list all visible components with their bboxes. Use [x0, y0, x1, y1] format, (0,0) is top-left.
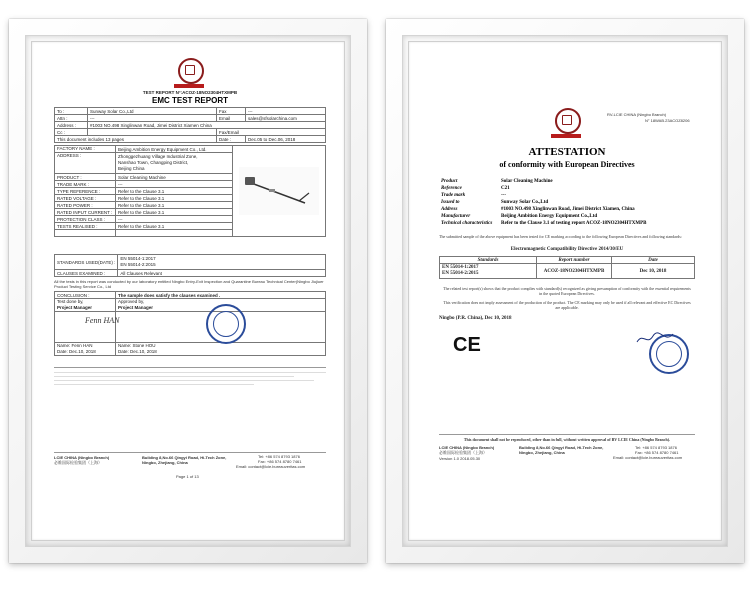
attestation-subtitle: of conformity with European Directives — [499, 160, 635, 169]
product-table — [54, 145, 326, 237]
solar-cleaning-machine-photo — [239, 167, 319, 215]
field-value: Refer to the Clause 3.1 — [116, 195, 233, 202]
lcie-bar — [551, 134, 581, 138]
ce-mark: CE — [453, 334, 481, 356]
doc-row — [55, 136, 326, 143]
detail-label: Manufacturer — [441, 214, 471, 219]
right-certificate-frame — [386, 19, 744, 563]
conclusion-row — [55, 292, 326, 299]
page-number: Page 1 of 13 — [176, 474, 199, 479]
field-label: TESTS REALISED : — [55, 223, 116, 230]
test-done-label: Test done by, — [57, 299, 84, 304]
bureau-veritas-logo — [178, 58, 204, 84]
report-number: TEST REPORT N°:ACOZ-18NO2304HTXMPB — [142, 90, 238, 95]
detail-value: Beijing Ambition Energy Equipment Co.,Ltd — [501, 214, 598, 219]
conclusion-table — [54, 291, 326, 356]
clauses-row — [55, 270, 326, 277]
detail-value: Refer to the Clause 3.1 of testing report ACOZ-18NO2304HTXMPB — [501, 221, 647, 226]
detail-value: Sunway Solar Co.,Ltd — [501, 200, 549, 205]
clauses-label: CLAUSES EXAMINED : — [55, 270, 118, 277]
field-label: PROTECTION CLASS : — [55, 216, 116, 223]
footer-address: Building 8,No.66 Qingyi Road, Hi-Tech Zone, Ningbo, Zhejiang, China — [519, 445, 604, 455]
detail-row — [439, 213, 649, 220]
name-1: Name: Fenn HAN — [57, 343, 93, 348]
detail-row — [439, 192, 649, 199]
lab-note: All the tests in this report was conducted by our laboratory entitled Ningbo Entry-Exit Inspection and Quarantine Bureau Technical Center(Ningbo Jiujiuer Product Testing Service Co., Ltd — [54, 279, 324, 289]
footer-divider — [54, 452, 326, 453]
email-value: sales@sfsolarchina.com — [246, 115, 326, 122]
names-row — [55, 343, 326, 356]
footer-note: This document shall not be reproduced, other than in full, without written approval of BV LCIE China (Ningbo Branch). — [463, 437, 671, 442]
detail-label: Issued to — [441, 200, 460, 205]
detail-row — [439, 199, 649, 206]
detail-row — [439, 178, 649, 185]
detail-value: #1003 NO.498 Xinglinwan Road, Jimei District Xiamen, China — [501, 207, 635, 212]
report-number-cell: ACOZ-18NO2304HTXMPB — [537, 264, 612, 279]
name-2: Name: Stone HOU — [118, 343, 156, 348]
cc-value: Fax/Email — [217, 129, 326, 136]
test-done-role: Project Manager — [57, 305, 93, 310]
report-header: Report number — [537, 257, 612, 264]
footer-company: LCIE CHINA (Ningbo Branch) — [54, 455, 110, 460]
to-value: Sunway Solar Co.,Ltd — [88, 108, 217, 115]
standards-body — [440, 264, 695, 279]
attn-row — [55, 115, 326, 122]
fax-label: Fax — [217, 108, 246, 115]
field-label: RATED INPUT CURRENT : — [55, 209, 116, 216]
signatories-row — [55, 299, 326, 312]
factory-value: Beijing Ambition Energy Equipment Co., Ltd. — [116, 146, 233, 153]
directive: Electromagnetic Compatibility Directive 2014/30/EU — [510, 247, 624, 252]
product-address-label: ADDRESS : — [55, 153, 116, 174]
clauses-value: All Clauses Relevant — [118, 270, 326, 277]
detail-value: Solar Cleaning Machine — [501, 179, 553, 184]
detail-value: C21 — [501, 186, 510, 191]
std-header: Standards — [440, 257, 537, 264]
address-label: Address : — [55, 122, 88, 129]
footer-tel: Tel: +86 574 8793 1876 — [258, 454, 300, 459]
attn-label: Attn : — [55, 115, 88, 122]
footer-fax: Fax: +86 574 8780 7461 — [635, 450, 679, 455]
signature-row — [55, 312, 326, 343]
detail-label: Reference — [441, 186, 462, 191]
field-label: RATED VOLTAGE : — [55, 195, 116, 202]
footer-address: Building 8,No.66 Qingyi Road, Hi-Tech Zone, Ningbo, Zhejiang, China — [142, 455, 227, 465]
name-cell-2 — [116, 343, 326, 356]
body-divider — [54, 367, 326, 368]
detail-row — [439, 206, 649, 213]
field-label: TRADE MARK : — [55, 181, 116, 188]
date-value: Dec.05 to Dec.06, 2018 — [246, 136, 326, 143]
ref-number: N° 18WAB.23ACOZ8206 — [645, 118, 690, 123]
footer-tel: Tel: +86 574 8793 1876 — [635, 445, 677, 450]
standards-value — [118, 255, 326, 270]
std-cell — [440, 264, 537, 279]
attn-value: --- — [88, 115, 217, 122]
product-photo-cell — [233, 146, 326, 237]
signature-fenn: Fenn HAN — [85, 316, 120, 325]
test-done-cell — [55, 299, 116, 312]
detail-label: Trade mark — [441, 193, 466, 198]
factory-row — [55, 146, 326, 153]
standards-table — [54, 254, 326, 277]
standards-row — [55, 255, 326, 270]
signature-scribble — [635, 330, 675, 348]
std-2: EN 55014-2:2015 — [442, 271, 479, 276]
header-table — [54, 107, 326, 143]
address-line-2: Nanshao Town, Changping District, — [118, 160, 189, 165]
name-cell-1 — [55, 343, 116, 356]
footer-email: Email: contact@lcie.bureauveritas.com — [236, 464, 306, 469]
conclusion-value: The sample does satisfy the clauses examined . — [116, 292, 326, 299]
product-value: Solar Cleaning Machine — [116, 174, 233, 181]
cc-blank — [88, 129, 217, 136]
footer-fax: Fax: +86 574 8780 7461 — [258, 459, 302, 464]
bureau-veritas-logo — [555, 108, 581, 134]
conclusion-label: CONCLUSION : — [55, 292, 116, 299]
version: Version 1.0 2018.05.30 — [439, 456, 481, 461]
address-line-3: Beijing China — [118, 166, 145, 171]
attestation-details — [439, 178, 649, 227]
to-row — [55, 108, 326, 115]
product-address-value — [116, 153, 233, 174]
field-value: Refer to the Clause 3.1 — [116, 202, 233, 209]
footer-company: LCIE CHINA (Ningbo Branch) — [439, 445, 495, 450]
footer-email: Email: contact@lcie.bureauveritas.com — [613, 455, 683, 460]
attestation-page — [408, 41, 722, 541]
detail-row — [439, 185, 649, 192]
cc-label: Cc : — [55, 129, 88, 136]
std-1: EN 55014-1:2017 — [442, 265, 479, 270]
standard-2: EN 55014-2:2015 — [120, 262, 156, 267]
standards-header — [440, 257, 695, 264]
signature-cell-2 — [116, 312, 326, 343]
field-label: RATED POWER : — [55, 202, 116, 209]
footer-company-cn: 必维国际检验集团（上海） — [54, 460, 102, 465]
email-label: Email — [217, 115, 246, 122]
factory-label: FACTORY NAME : — [55, 146, 116, 153]
signature-cell-1 — [55, 312, 120, 343]
date-label: Date : — [217, 136, 246, 143]
submitted-text: The submitted sample of the above equipment has been tested for CE marking according to the following European Directives and following standards: — [439, 234, 682, 239]
emc-test-report-page — [31, 41, 345, 541]
field-value: Refer to the Clause 3.1 — [116, 188, 233, 195]
field-value: Refer to the Clause 3.1 — [116, 209, 233, 216]
standard-1: EN 55014-1:2017 — [120, 256, 156, 261]
footer-divider — [439, 434, 695, 435]
place-date: Ningbo (P.R. China), Dec 10, 2018 — [439, 316, 512, 321]
standards-table — [439, 256, 695, 279]
report-date-cell: Dec 10, 2018 — [612, 264, 695, 279]
detail-label: Technical characteristics — [441, 221, 493, 226]
standards-label: STANDARDS USED(DATE) : — [55, 255, 118, 270]
to-label: To : — [55, 108, 88, 115]
detail-value: --- — [501, 193, 506, 198]
address-row — [55, 122, 326, 129]
date-1: Date: Dec.10, 2018 — [57, 349, 96, 354]
report-title: EMC TEST REPORT — [151, 96, 228, 105]
date-2: Date: Dec.10, 2018 — [118, 349, 157, 354]
conformity-note-1: The related test report(s) shows that the product complies with standard(s) recognized as giving presumption of conformity with the essential requirements in the quoted European Directives. — [443, 286, 691, 296]
field-value: --- — [116, 181, 233, 188]
doc-pages: This document includes 13 pages — [55, 136, 217, 143]
detail-label: Address — [441, 207, 458, 212]
ref-branch: RV-LCIE CHINA (Ningbo Branch) — [607, 112, 667, 117]
approved-label: Approved by, — [118, 299, 145, 304]
conformity-note-2: This verification does not imply assessment of the production of the product. The CE marking may only be used if all relevant and effective EC Directives are applicable. — [443, 300, 691, 310]
fine-print-1 — [54, 370, 326, 385]
date-header: Date — [612, 257, 695, 264]
field-value: --- — [116, 216, 233, 223]
cc-row — [55, 129, 326, 136]
field-label: TYPE REFERENCE : — [55, 188, 116, 195]
approved-role: Project Manager — [118, 305, 154, 310]
fax-value: --- — [246, 108, 326, 115]
detail-label: Product — [441, 179, 458, 184]
field-value: Refer to the Clause 3.1 — [116, 223, 233, 230]
attestation-title: ATTESTATION — [528, 146, 606, 158]
lcie-stamp — [206, 304, 246, 344]
address-line-1: Zhonggezhuang Village Industrial Zone, — [118, 154, 198, 159]
lcie-bar — [174, 84, 204, 88]
address-value: #1003 NO.498 Xinglinwan Road, Jimei District Xiamen China — [88, 122, 326, 129]
product-label: PRODUCT : — [55, 174, 116, 181]
left-certificate-frame — [9, 19, 367, 563]
detail-row — [439, 220, 649, 227]
footer-company-cn: 必维国际检验集团（上海） — [439, 450, 487, 455]
